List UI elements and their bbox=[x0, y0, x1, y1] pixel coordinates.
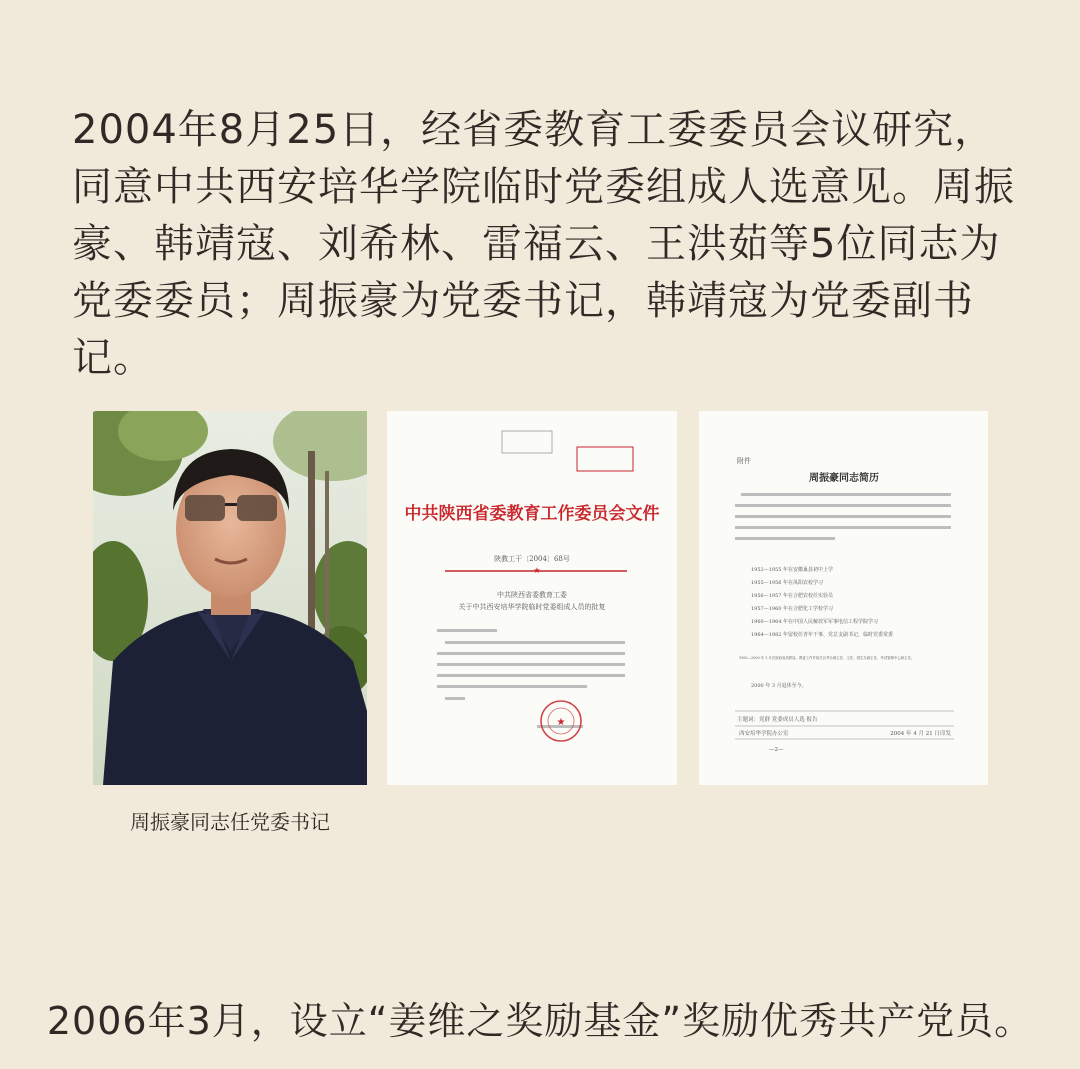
doc2-item: 1952—1955 年在安徽巢县初中上学 bbox=[751, 567, 834, 573]
footer-paragraph: 2006年3月，设立“姜维之奖励基金”奖励优秀共产党员。 bbox=[46, 999, 1034, 1043]
doc2-item: 1957—1960 年在合肥化工学校学习 bbox=[751, 606, 834, 612]
document-resume-scan bbox=[699, 411, 988, 785]
doc2-item: 1960—1964 年在中国人民解放军军事电信工程学院学习 bbox=[751, 619, 879, 625]
doc2-title: 周振豪同志简历 bbox=[809, 473, 879, 484]
doc2-label: 附件 bbox=[737, 457, 751, 465]
doc2-keywords: 主题词：党群 党委成员人选 报告 bbox=[737, 717, 818, 723]
svg-text:★: ★ bbox=[556, 717, 566, 728]
doc2-date: 2004 年 4 月 21 日印发 bbox=[890, 731, 951, 737]
document-approval-scan bbox=[387, 411, 677, 785]
doc2-issuer: 西安培华学院办公室 bbox=[739, 731, 789, 737]
doc1-header: 中共陕西省委教育工作委员会文件 bbox=[404, 504, 660, 524]
doc1-subject-line1: 中共陕西省委教育工委 bbox=[497, 591, 567, 599]
doc2-item: 1982—2000 年 3 月在陕西省高教局、教委工作并担任自考办副主任、主任、招生办副主任、考试管理中心副主任。 bbox=[739, 656, 915, 660]
doc2-item: 1964—1982 年留校任青年干事、党总支副书记，临时党委常委 bbox=[751, 632, 894, 638]
doc2-item: 1955—1956 年在凤阳农校学习 bbox=[751, 580, 824, 586]
portrait-photo bbox=[93, 411, 367, 785]
svg-text:★: ★ bbox=[533, 566, 541, 575]
portrait-caption: 周振豪同志任党委书记 bbox=[130, 810, 330, 834]
doc2-item: 2000 年 3 月退休至今。 bbox=[751, 683, 807, 689]
doc1-number: 陕教工干〔2004〕68号 bbox=[494, 555, 570, 563]
doc2-page-number: —2— bbox=[769, 747, 784, 753]
intro-paragraph: 2004年8月25日，经省委教育工委委员会议研究，同意中共西安培华学院临时党委组成人选意见。周振豪、韩靖寇、刘希林、雷福云、王洪茹等5位同志为党委委员；周振豪为党委书记，韩靖寇为党委副书记。 bbox=[72, 107, 1015, 381]
doc2-item: 1956—1957 年在合肥农校任实验员 bbox=[751, 593, 834, 599]
doc1-subject-line2: 关于中共西安培华学院临时党委组成人员的批复 bbox=[458, 603, 606, 611]
